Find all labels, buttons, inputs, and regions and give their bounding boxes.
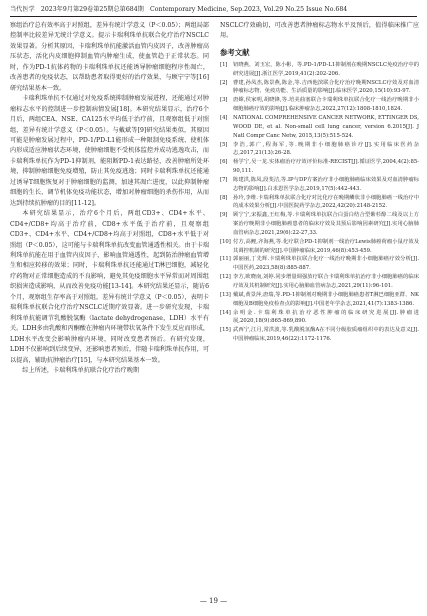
body-paragraph: 综上所述，卡瑞利珠单抗联合化疗治疗晚期 bbox=[22, 366, 139, 374]
reference-item bbox=[220, 326, 419, 344]
reference-text: 李浩,郭广,程海军,等.晚期非小细胞肺癌诊疗[J].实用临床医药杂志,2017,21(13):26-28. bbox=[233, 141, 419, 157]
body-paragraph: NSCLC疗效确切，可改善患者肿瘤标志物水平及预后，值得临床推广应用。 bbox=[220, 22, 419, 40]
reference-number: [15] bbox=[220, 327, 231, 334]
reference-number: [5] bbox=[220, 141, 228, 148]
reference-number: [4] bbox=[220, 114, 228, 121]
reference-text: 唐嫦,侯家明,胡晓锋,等.培美曲塞联合卡瑞利珠单抗联合化疗一线治疗晚期非小细胞肺癌疗效的影响[J].临床肿瘤杂志,2022,27(12):1808-1810,1824. bbox=[233, 97, 419, 113]
reference-number: [6] bbox=[220, 159, 228, 166]
reference-number: [14] bbox=[220, 309, 231, 316]
references-heading: 参考文献 bbox=[220, 47, 250, 57]
right-column bbox=[220, 21, 419, 587]
reference-number: [13] bbox=[220, 291, 231, 298]
reference-item bbox=[220, 273, 419, 291]
reference-text: 杨学宁,吴一龙.实体瘤治疗疗效评价标准-RECIST[J].循证医学,2004,4(2):85-90,111. bbox=[233, 159, 419, 175]
reference-text: 戴斌,黄景萍,唐瑞,等.PD-1抑制剂对晚期非小细胞肺癌患者T淋巴细胞亚群、NK细胞及B细胞免疫检查点的影响[J].中国老年学杂志,2021,41(7):1383-1386. bbox=[233, 291, 419, 307]
reference-item bbox=[220, 255, 419, 273]
body-paragraph: 本研究结果显示，治疗6个月后，两组CD3+、CD4+水平、CD4+/CD8+均高于治疗前，CD8+水平低于治疗前，且观察组CD3+、CD4+水平、CD4+/CD8+均高于对照组，CD8+水平低于对照组（P＜0.05），这可能与卡瑞利珠单抗改变血管通透性相关。由于卡瑞利珠单抗能在用于血管内皮因子，影响血管通透性，起到防治肿瘤血管增生和相应转移的效果；同时，卡瑞利珠单抗还能通过T淋巴细胞，减轻化疗药物对正常细胞造成的不良影响，避免其免疫细胞水平异常而对周围组织损害造成影响，从而改善免疫功能[13-14]。本研究结果还显示，随访6个月，观察组生存率高于对照组，差异有统计学意义（P＜0.05），表明卡瑞利珠单抗联合化疗治疗NSCLC近期疗效显著。进一步研究发现，卡瑞利珠单抗能调节乳酸脱氢酶（lactate dehydrogenase，LDH）水平有关。LDH多由乳酸和丙酮酸在肿瘤内环境带状氧条件下发生反应而形成，LDH水平改变会影响肿瘤内环境，同时改变患者预后。有研究发现，LDH不仅影响到后续变异，还影响患者预后，伴随卡瑞利珠单抗作用，可以提高，辅助抗肿瘤治疗[15]，与本研究结果基本一致。 bbox=[10, 210, 209, 364]
reference-text: 钮晓燕，刘玉宏，陈小彬，等.PD-1/PD-L1抑制剂在晚期NSCLC免疫治疗中的研究进展[J].浙江医学,2019,41(2):202-206. bbox=[233, 61, 419, 77]
reference-item bbox=[220, 114, 419, 141]
reference-text: 余明金.卡瑞利珠单抗治疗恶性肿瘤的临床研究进展[J].肿瘤进展,2020,18(9):865-869,890. bbox=[233, 309, 419, 325]
body-paragraph: 察组治疗总有效率高于对照组，差异有统计学意义（P＜0.05）；两组局部控制率比较差异无统计学意义。提示卡瑞利珠单抗联合化疗治疗NSCLC效果显著。分析其原因，卡瑞利珠单抗能激活血管内皮因子，改善肿瘤高压状态，活化内皮细胞抑制血管内肿瘤生成，使血管趋于正常状态。同时，作为PD-1抗体药物的卡瑞利珠单抗还能诱导肿瘤细胞程序性凋亡，改善患者的免疫状态，以帮助患者取得更好的治疗效果，与顾宁宁等[16]研究结果基本一致。 bbox=[10, 22, 209, 92]
reference-text: 李方,欧晓南,刘婷.同步增量调强放疗联合卡瑞利珠单抗治疗非小细胞肺癌的临床疗效及其机制研究[J].实用心脑肺血管病杂志,2021,29(11):96-101. bbox=[233, 274, 419, 289]
reference-item bbox=[220, 96, 419, 114]
reference-number: [11] bbox=[220, 256, 231, 263]
reference-number: [2] bbox=[220, 79, 228, 86]
left-column bbox=[10, 21, 209, 587]
reference-item bbox=[220, 79, 419, 97]
reference-item bbox=[220, 309, 419, 327]
reference-list bbox=[220, 61, 419, 344]
reference-item bbox=[220, 211, 419, 238]
reference-text: 陈建洪,陈凤,段斐洁,等.IP与DP方案治疗非小细胞肺癌临床效果及对血清肿瘤标志物的影响[J].白求恩医学杂志,2019,17(5):442-443. bbox=[233, 176, 419, 192]
reference-item bbox=[220, 176, 419, 194]
reference-number: [10] bbox=[220, 238, 231, 245]
body-paragraph: 卡瑞利珠单抗不仅通过对免疫系统抑制肿瘤发展进程，还能通过对肿瘤标志水平的控制进一步控制病情发展[18]。本研究结果显示，治疗6个月后，两组CEA、NSE、CA125水平均低于治疗前，且观察组低于对照组，差异有统计学意义（P＜0.05）。与戴斌等[9]研究结果类似，其原因可能是肿瘤发展过程中，PD-1/PD-L1能形成一种限制免疫系统、使机体内形成适应肿瘤状态环境，使肿瘤细胞不受机体监控并成功逃逸攻击，而卡瑞利珠单抗作为PD-1抑制剂，能阻断PD-1表达路径，改善肿瘤所处环境，抑制肿瘤细胞免疫增殖，防止其免疫逃逸；同时卡瑞利珠单抗还能通过诱导T细胞恢复对于肿瘤细胞的监测，加速其凋亡进度，以此抑制肿瘤细胞的生长，调节机体免疫功能状态，增加对肿瘤细胞的杀伤作用，从而达到持续抗肿瘤的目的[11-12]。 bbox=[10, 95, 209, 207]
reference-item bbox=[220, 194, 419, 212]
page-number: — 19 — bbox=[199, 597, 228, 605]
reference-number: [3] bbox=[220, 97, 228, 104]
reference-text: 付方,高鲤,齐海燕,等.化疗联合PD-1抑制剂一线治疗Lewis肺癌荷瘤小鼠疗效及其调控机制的研究[J].中国肿瘤临床,2019,46(8):453-459. bbox=[233, 238, 419, 254]
reference-item bbox=[220, 158, 419, 176]
reference-number: [12] bbox=[220, 274, 231, 281]
reference-item bbox=[220, 291, 419, 309]
reference-item bbox=[220, 61, 419, 79]
reference-number: [9] bbox=[220, 212, 228, 219]
reference-item bbox=[220, 141, 419, 159]
reference-text: 武西宁,江月,常洪波,等.乳酸脱氢酶A在不同分级胶质瘤组织中的表达及意义[J].中国肿瘤临床,2019,46(22):1172-1176. bbox=[233, 327, 419, 343]
reference-item bbox=[220, 238, 419, 256]
reference-text: 郭丽丽,丁先辉.卡瑞利珠单抗联合化疗一线治疗晚期非小细胞肺癌疗效分析[J].中国医药,2023,58(8):885-887. bbox=[233, 256, 419, 272]
reference-text: NATIONAL COMPREHENSIVE CANCER NETWORK, ETTINGER DS, WOOD DE, et al. Non-small cell lung cancer, version 6.2015[J]. J Natl Compr Canc Netw, 2015,13(5):515-524. bbox=[233, 114, 419, 139]
reference-text: 孙玲,李维.卡瑞利珠单抗联合化疗对比化疗在晚期鳞状非小细胞肺癌一线治疗中的成本效果分析[J].中国医院药学杂志,2022,42(20):2148-2152. bbox=[233, 194, 419, 210]
reference-number: [8] bbox=[220, 194, 228, 201]
reference-text: 顾宁宁,宋振鑫,王红梅,等.卡瑞利珠单抗联合白蛋白结合型紫杉醇二线及以上方案治疗晚期非小细胞肺癌患者的临床疗效及其预后影响因素研究[J].实用心脑肺血管病杂志,2021,29(6):22-27,33. bbox=[233, 212, 419, 236]
reference-number: [1] bbox=[220, 61, 228, 68]
running-header bbox=[10, 4, 417, 17]
journal-header: 当代医学 2023年9月第29卷第25期总第684期 Contemporary Medicine, Sep.2023, Vol.29 No.25 Issue No.684 bbox=[10, 6, 348, 13]
reference-text: 曹建,孙凤杰,陈景燕,陈金,等.吉西他滨联合化疗治疗晚期NSCLC疗效及对血清肿瘤标志物、免疫功能、生活质量的影响[J].临床医学,2020,15(10):93-97. bbox=[233, 79, 419, 95]
reference-number: [7] bbox=[220, 176, 228, 183]
